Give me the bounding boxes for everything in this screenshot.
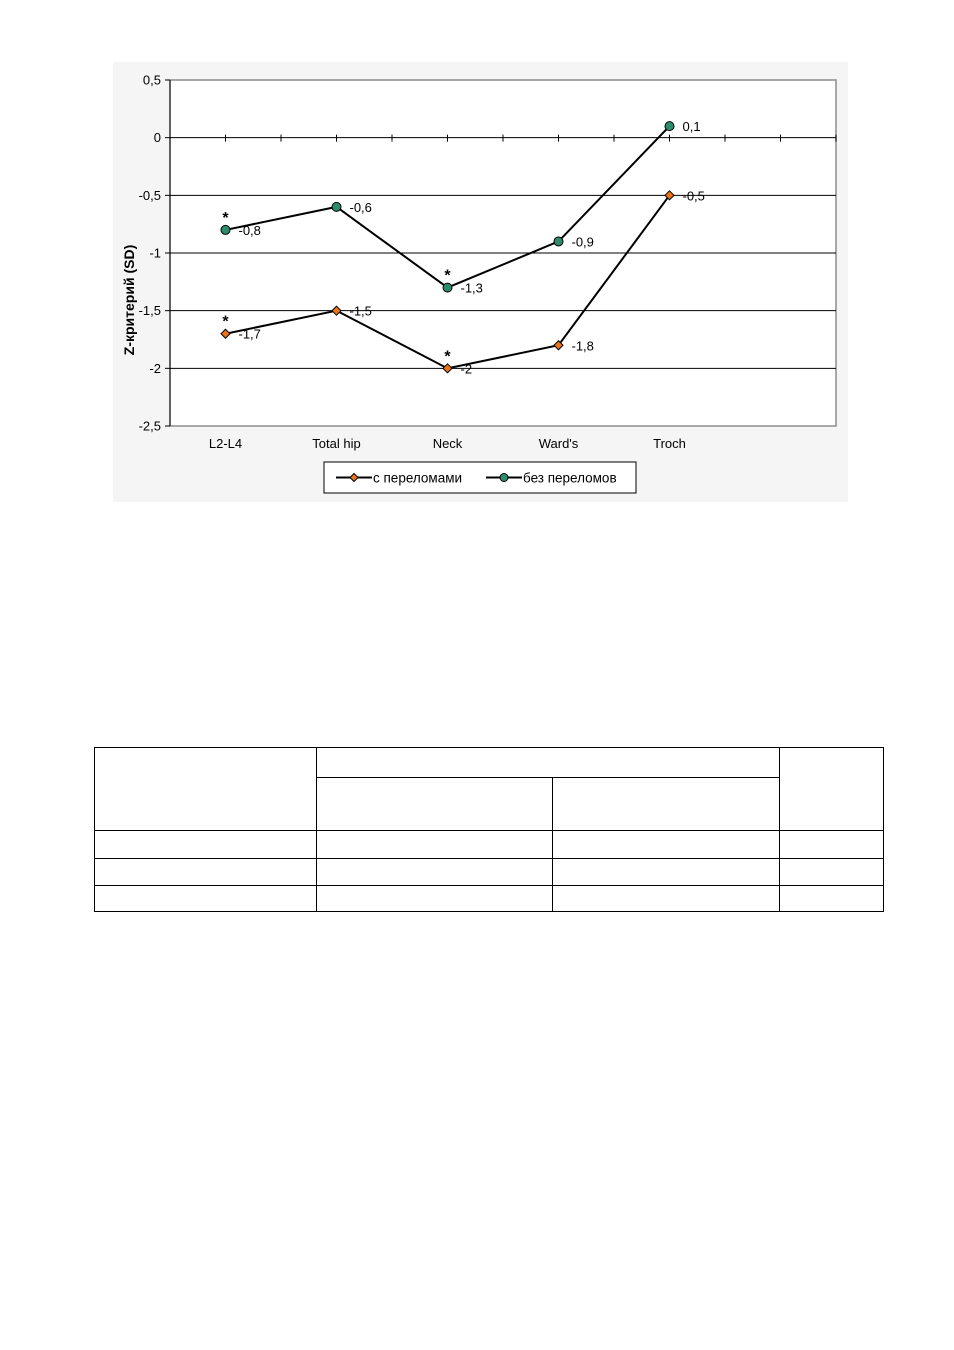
table-header-cell — [317, 748, 780, 778]
chart-panel — [113, 62, 848, 502]
table-cell — [317, 858, 553, 885]
y-axis-label: Z-критерий (SD) — [121, 244, 137, 356]
table-row — [95, 885, 884, 911]
y-tick-label: -2,5 — [138, 418, 161, 434]
data-label: -0,5 — [682, 188, 705, 204]
data-label: -1,5 — [349, 303, 372, 319]
x-tick-label: Troch — [653, 436, 686, 451]
table-row — [95, 831, 884, 858]
data-label: -0,8 — [238, 222, 261, 238]
table-cell — [780, 885, 884, 911]
data-label: -0,6 — [349, 199, 372, 215]
table-cell — [317, 831, 553, 858]
data-table — [94, 747, 884, 912]
data-label: 0,1 — [682, 119, 701, 135]
x-tick-label: Total hip — [312, 436, 361, 451]
y-tick-label: -0,5 — [138, 187, 161, 203]
table-cell — [95, 858, 317, 885]
significance-star: * — [444, 267, 451, 285]
data-label: -2 — [460, 361, 473, 377]
table-cell — [553, 831, 780, 858]
y-tick-label: -1,5 — [138, 303, 161, 319]
significance-star: * — [222, 313, 229, 331]
table-header-cell — [317, 778, 553, 831]
y-tick-label: 0,5 — [142, 72, 161, 88]
table-header-cell — [553, 778, 780, 831]
data-point-circle — [332, 202, 341, 211]
significance-star: * — [222, 209, 229, 227]
legend-label: без переломов — [523, 470, 617, 486]
line-chart — [113, 62, 848, 502]
table-header-cell — [95, 748, 317, 831]
y-tick-label: -1 — [149, 245, 161, 261]
legend-marker-circle — [500, 474, 508, 482]
y-tick-label: 0 — [153, 130, 161, 146]
data-label: -1,3 — [460, 280, 483, 296]
data-label: -1,7 — [238, 326, 261, 342]
data-label: -1,8 — [571, 338, 594, 354]
table-row — [95, 858, 884, 885]
legend-label: с переломами — [373, 470, 463, 486]
table-header-cell — [780, 748, 884, 831]
table-cell — [553, 885, 780, 911]
x-tick-label: Neck — [432, 436, 463, 451]
table-cell — [553, 858, 780, 885]
significance-star: * — [444, 348, 451, 366]
data-point-circle — [554, 237, 563, 246]
table-cell — [95, 885, 317, 911]
table-cell — [780, 858, 884, 885]
table-cell — [780, 831, 884, 858]
legend — [324, 462, 636, 493]
data-label: -0,9 — [571, 234, 594, 250]
x-tick-label: L2-L4 — [208, 436, 243, 451]
table-cell — [317, 885, 553, 911]
y-tick-label: -2 — [149, 360, 161, 376]
table-cell — [95, 831, 317, 858]
data-point-circle — [665, 122, 674, 131]
x-tick-label: Ward's — [538, 436, 579, 451]
gridlines — [170, 80, 836, 426]
